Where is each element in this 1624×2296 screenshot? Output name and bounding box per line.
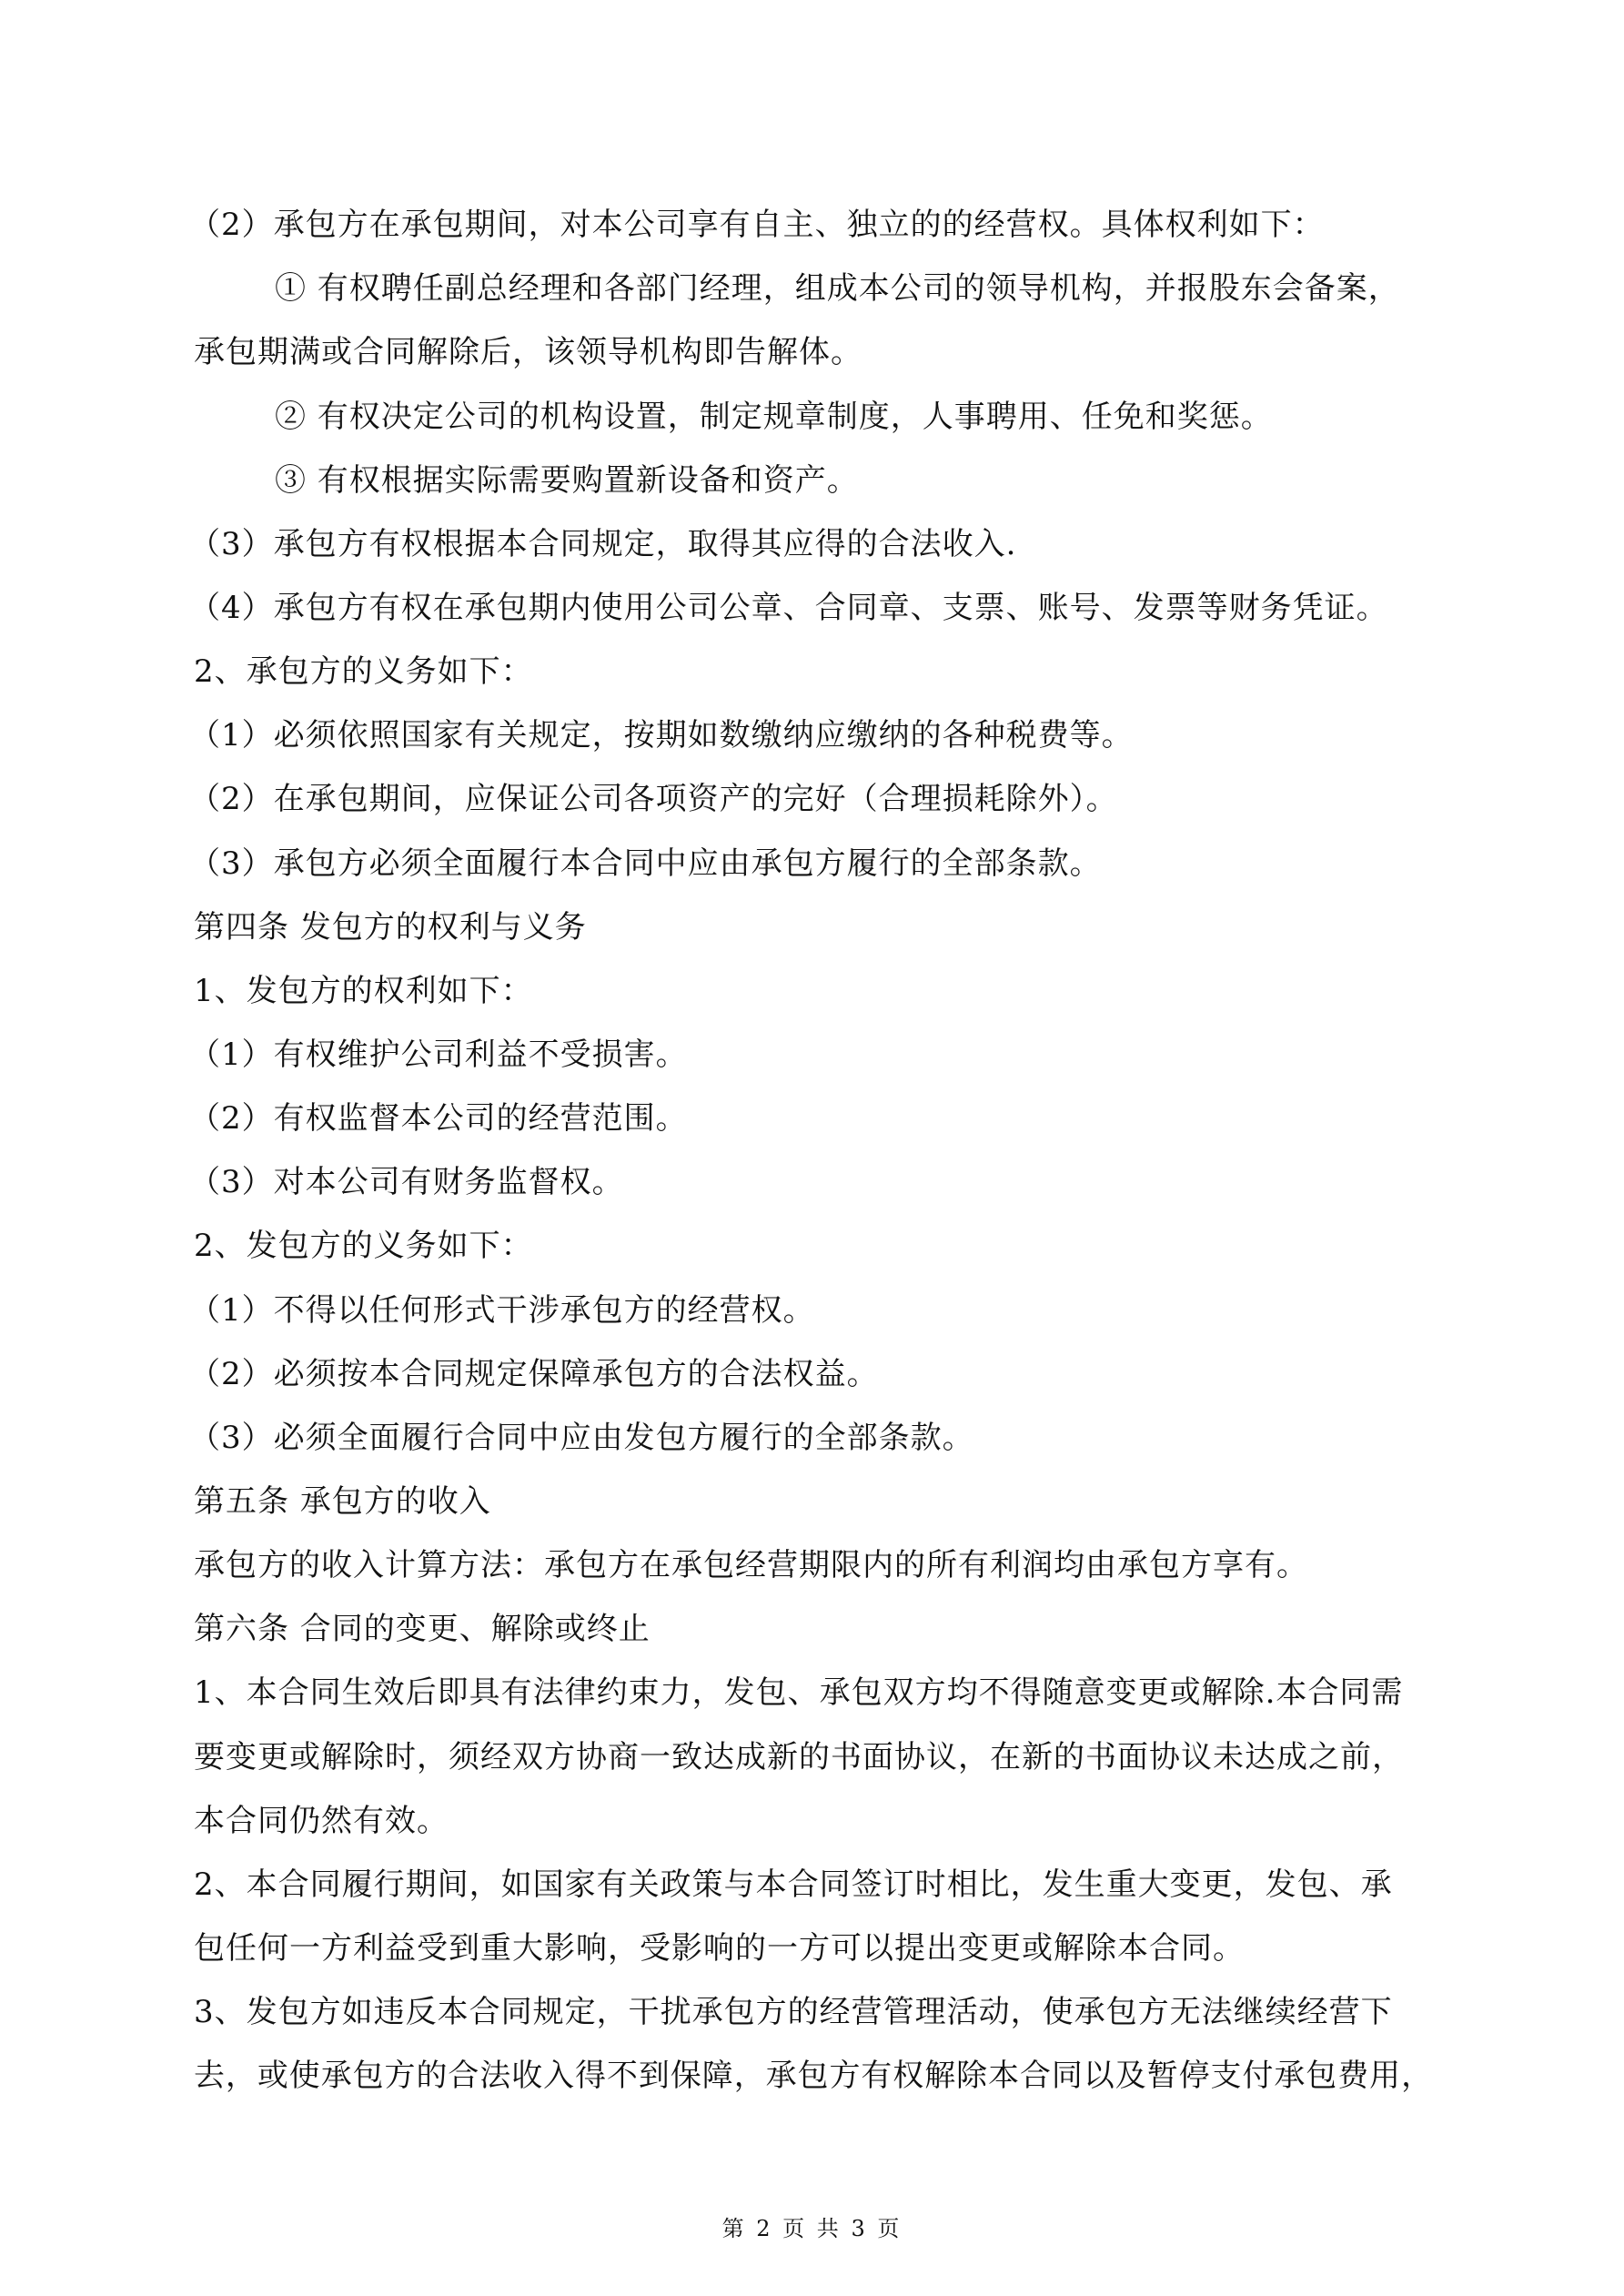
clause-line: （4）承包方有权在承包期内使用公司公章、合同章、支票、账号、发票等财务凭证。 (189, 590, 1388, 626)
section-heading: 2、发包方的义务如下： (194, 1228, 533, 1264)
clause-line: （3）对本公司有财务监督权。 (189, 1164, 624, 1200)
clause-line: 承包方的收入计算方法：承包方在承包经营期限内的所有利润均由承包方享有。 (194, 1547, 1308, 1583)
clause-line: ② 有权决定公司的机构设置，制定规章制度，人事聘用、任免和奖惩。 (275, 399, 1273, 435)
clause-line: （2）有权监督本公司的经营范围。 (189, 1100, 688, 1137)
clause-line: （2）必须按本合同规定保障承包方的合法权益。 (189, 1356, 879, 1392)
clause-line: （3）承包方必须全面履行本合同中应由承包方履行的全部条款。 (189, 845, 1102, 882)
clause-line: 包任何一方利益受到重大影响，受影响的一方可以提出变更或解除本合同。 (194, 1930, 1245, 1967)
article-heading: 第四条 发包方的权利与义务 (194, 909, 587, 946)
clause-line: 1、本合同生效后即具有法律约束力，发包、承包双方均不得随意变更或解除.本合同需 (194, 1674, 1404, 1711)
clause-line: （3）必须全面履行合同中应由发包方履行的全部条款。 (189, 1420, 974, 1456)
clause-line: （2）承包方在承包期间，对本公司享有自主、独立的的经营权。具体权利如下： (189, 207, 1325, 243)
article-heading: 第五条 承包方的收入 (194, 1483, 491, 1520)
clause-line: （1）有权维护公司利益不受损害。 (189, 1037, 688, 1073)
clause-line: （1）必须依照国家有关规定，按期如数缴纳应缴纳的各种税费等。 (189, 717, 1134, 754)
clause-line: （2）在承包期间，应保证公司各项资产的完好（合理损耗除外）。 (189, 781, 1118, 817)
clause-line: 去，或使承包方的合法收入得不到保障，承包方有权解除本合同以及暂停支付承包费用， (194, 2058, 1433, 2094)
clause-line: 2、本合同履行期间，如国家有关政策与本合同签订时相比，发生重大变更，发包、承 (194, 1866, 1393, 1903)
clause-line: （3）承包方有权根据本合同规定，取得其应得的合法收入. (189, 526, 1017, 562)
clause-line: ① 有权聘任副总经理和各部门经理，组成本公司的领导机构，并报股东会备案， (275, 270, 1400, 307)
page-footer: 第 2 页 共 3 页 (721, 2216, 903, 2241)
clause-line: 本合同仍然有效。 (194, 1803, 449, 1839)
clause-line: （1）不得以任何形式干涉承包方的经营权。 (189, 1292, 815, 1329)
clause-line: 要变更或解除时，须经双方协商一致达成新的书面协议，在新的书面协议未达成之前， (194, 1739, 1404, 1775)
article-heading: 第六条 合同的变更、解除或终止 (194, 1611, 651, 1647)
section-heading: 2、承包方的义务如下： (194, 653, 533, 690)
section-heading: 1、发包方的权利如下： (194, 973, 533, 1009)
clause-line: ③ 有权根据实际需要购置新设备和资产。 (275, 462, 859, 499)
clause-line: 承包期满或合同解除后，该领导机构即告解体。 (194, 334, 862, 370)
clause-line: 3、发包方如违反本合同规定，干扰承包方的经营管理活动，使承包方无法继续经营下 (194, 1994, 1393, 2030)
